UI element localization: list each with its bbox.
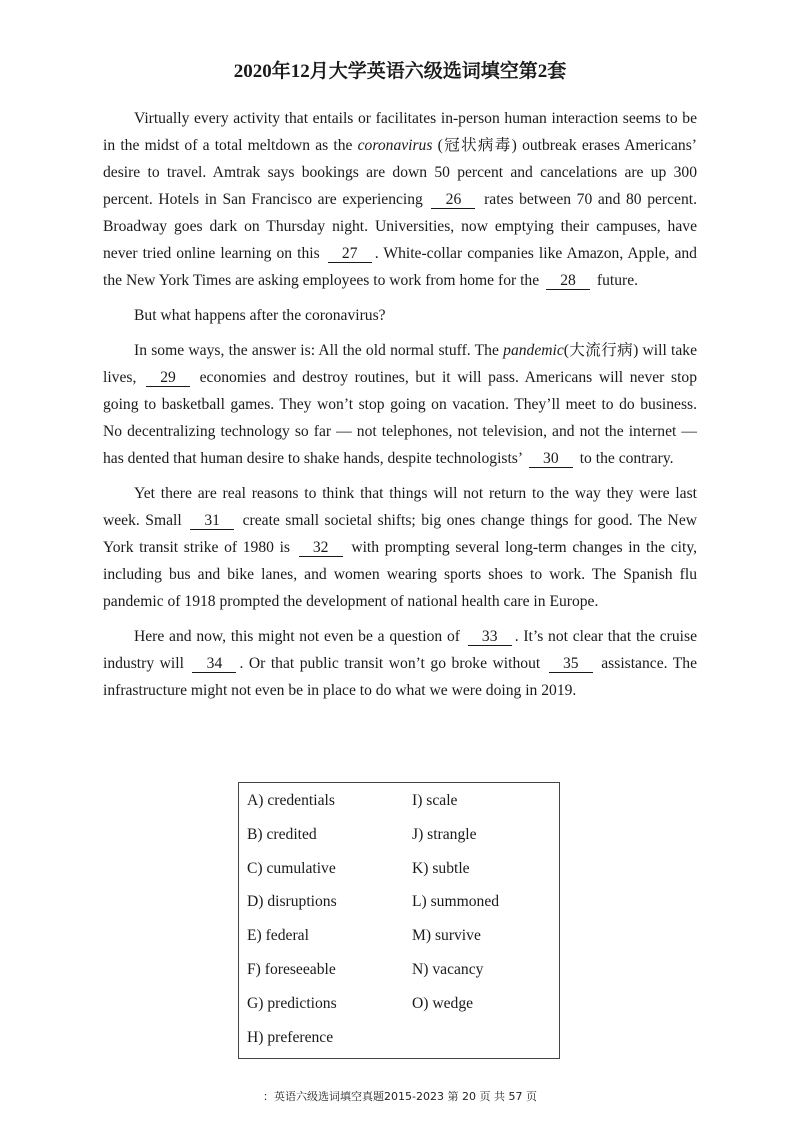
word-bank-right-column bbox=[412, 791, 499, 1028]
paragraph bbox=[103, 302, 697, 329]
text-segment: to the contrary. bbox=[575, 450, 674, 467]
blank-28: 28 bbox=[546, 272, 590, 290]
text-segment: . Or that public transit won’t go broke without bbox=[239, 655, 546, 672]
text-segment: future. bbox=[593, 272, 639, 289]
text-segment: . It’s not clear that the cruise industry will bbox=[103, 628, 697, 672]
text-segment: (冠状病毒) outbreak erases Americans’ desire to travel. Amtrak says bookings are down 50 percent and cancelations are up 300 percent. Hotels in San Francisco are experiencing bbox=[103, 137, 697, 208]
blank-29: 29 bbox=[146, 369, 190, 387]
word-option: N) vacancy bbox=[412, 960, 484, 978]
paragraph bbox=[103, 480, 697, 615]
word-bank bbox=[238, 782, 560, 1059]
passage bbox=[103, 105, 697, 712]
blank-30: 30 bbox=[529, 450, 573, 468]
word-option: J) strangle bbox=[412, 825, 477, 843]
blank-32: 32 bbox=[299, 539, 343, 557]
blank-26: 26 bbox=[431, 191, 475, 209]
text-segment: Yet there are real reasons to think that things will not return to the way they were last week. Small bbox=[103, 485, 697, 529]
word-option: M) survive bbox=[412, 927, 481, 945]
paragraph bbox=[103, 105, 697, 294]
word-option: K) subtle bbox=[412, 859, 470, 877]
blank-33: 33 bbox=[468, 628, 512, 646]
word-option: B) credited bbox=[247, 825, 317, 843]
document-title: 2020年12月大学英语六级选词填空第2套 bbox=[233, 61, 567, 82]
text-segment: But what happens after the coronavirus? bbox=[134, 307, 386, 324]
word-option: D) disruptions bbox=[247, 893, 337, 911]
paragraph bbox=[103, 623, 697, 704]
blank-34: 34 bbox=[192, 655, 236, 673]
word-option: C) cumulative bbox=[247, 859, 336, 877]
text-segment: rates between 70 and 80 percent. Broadway goes dark on Thursday night. Universities, now emptying their campuses, have never tried online learning on this bbox=[103, 191, 697, 262]
text-segment: create small societal shifts; big ones change things for good. The New York transit strike of 1980 is bbox=[103, 512, 697, 556]
text-segment: economies and destroy routines, but it will pass. Americans will never stop going to basketball games. They won’t stop going on vacation. They’ll meet to do business. No decentralizing technology so far — not telephones, not television, and not the internet — has dented that human desire to shake hands, despite technologists’ bbox=[103, 369, 697, 467]
text-segment: Here and now, this might not even be a question of bbox=[134, 628, 465, 645]
italic-term: pandemic bbox=[503, 342, 564, 359]
word-option: G) predictions bbox=[247, 994, 337, 1012]
word-option: L) summoned bbox=[412, 893, 500, 911]
blank-31: 31 bbox=[190, 512, 234, 530]
italic-term: coronavirus bbox=[357, 137, 433, 154]
blank-35: 35 bbox=[549, 655, 593, 673]
text-segment: Virtually every activity that entails or facilitates in-person human interaction seems to be in the midst of a total meltdown as the bbox=[103, 110, 697, 154]
text-segment: In some ways, the answer is: All the old normal stuff. The bbox=[134, 342, 504, 359]
paragraph bbox=[103, 337, 697, 472]
blank-27: 27 bbox=[328, 245, 372, 263]
text-segment: (大流行病) will take lives, bbox=[103, 342, 697, 386]
word-option: F) foreseeable bbox=[247, 960, 336, 978]
word-option: E) federal bbox=[247, 927, 309, 945]
word-option: I) scale bbox=[412, 792, 458, 809]
text-segment: . White-collar companies like Amazon, Apple, and the New York Times are asking employees to work from home for the bbox=[103, 245, 697, 289]
word-bank-left-column bbox=[247, 791, 337, 1061]
page-footer: ：英语六级选词填空真题2015-2023 第 20 页 共 57 页 bbox=[263, 1090, 537, 1103]
text-segment: assistance. The infrastructure might not even be in place to do what we were doing in 2019. bbox=[103, 655, 698, 699]
word-option: O) wedge bbox=[412, 994, 474, 1012]
text-segment: with prompting several long-term changes in the city, including bus and bike lanes, and women wearing sports shoes to work. The Spanish flu pandemic of 1918 prompted the development of national health care in Europe. bbox=[103, 539, 697, 610]
word-option: A) credentials bbox=[247, 792, 335, 809]
word-option: H) preference bbox=[247, 1028, 334, 1046]
